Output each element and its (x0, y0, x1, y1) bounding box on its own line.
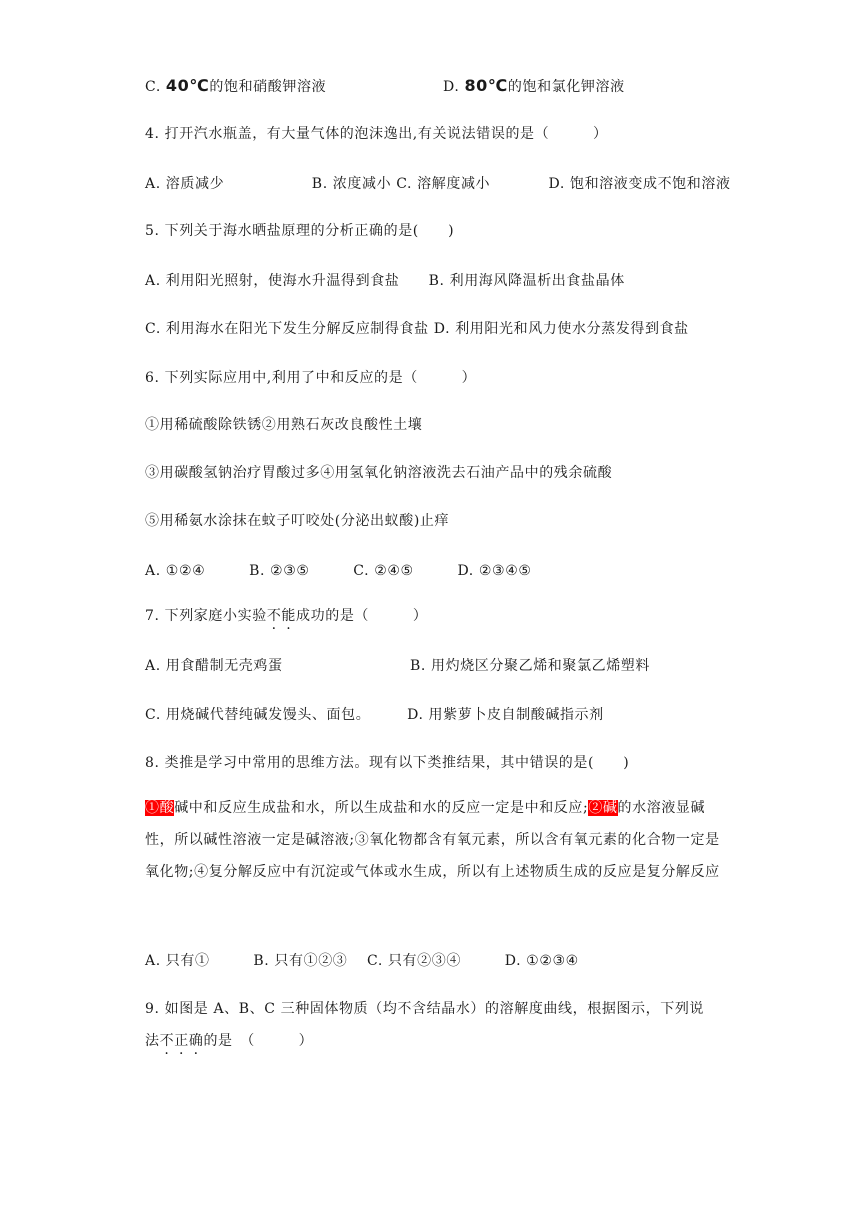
q6-items-1-2: ①用稀硫酸除铁锈②用熟石灰改良酸性土壤 (145, 417, 423, 433)
q7-options-cd: C. 用烧碱代替纯碱发馒头、面包。 D. 用紫萝卜皮自制酸碱指示剂 (145, 707, 604, 723)
q3-option-c (145, 76, 326, 96)
q9-stem-suffix: 的是 （ ） (203, 1033, 314, 1049)
q3-option-d-label: D. (443, 79, 465, 95)
q3-option-c-label: C. (145, 79, 166, 95)
q3-option-d-text: 的饱和氯化钾溶液 (507, 79, 625, 95)
q6-item-5: ⑤用稀氨水涂抹在蚊子叮咬处(分泌出蚁酸)止痒 (145, 513, 450, 529)
q7-option-b: B. 用灼烧区分聚乙烯和聚氯乙烯塑料 (410, 658, 650, 674)
q7-emphasis-char-2: 能 (281, 608, 297, 624)
q8-statement-text-1: 碱中和反应生成盐和水，所以生成盐和水的反应一定是中和反应; (174, 800, 589, 816)
q9-emphasis-char-3: 确 (188, 1033, 204, 1049)
q3-option-c-text: 的饱和硝酸钾溶液 (209, 79, 327, 95)
q9-emphasis-char-1: 不 (159, 1033, 175, 1049)
q7-option-a: A. 用食醋制无壳鸡蛋 (145, 658, 283, 674)
q9-emphasis-char-2: 正 (174, 1033, 189, 1049)
q5-options-ab: A. 利用阳光照射，使海水升温得到食盐 B. 利用海风降温析出食盐晶体 (145, 273, 625, 289)
q8-options: A. 只有① B. 只有①②③ C. 只有②③④ D. ①②③④ (145, 953, 579, 969)
q5-stem: 5. 下列关于海水晒盐原理的分析正确的是( ) (145, 223, 455, 239)
q7-stem (145, 605, 427, 625)
q3-option-d-temp: 80℃ (464, 76, 508, 95)
q3-option-d (443, 76, 625, 96)
q8-statement-text-2: 的水溶液显碱性，所以碱性溶液一定是碱溶液;③氧化物都含有氧元素，所以含有氧元素的化合物一定是氧化物;④复分解反应中有沉淀或气体或水生成，所以有上述物质生成的反应是复分解反应 (145, 800, 720, 880)
q3-option-c-temp: 40℃ (165, 76, 210, 95)
q8-highlight-1: ①酸 (145, 800, 175, 816)
q7-emphasis-char-1: 不 (266, 608, 282, 624)
q6-options: A. ①②④ B. ②③⑤ C. ②④⑤ D. ②③④⑤ (145, 563, 532, 579)
q5-options-cd: C. 利用海水在阳光下发生分解反应制得食盐 D. 利用阳光和风力使水分蒸发得到食盐 (145, 321, 689, 337)
q9-stem-prefix: 法 (145, 1033, 160, 1049)
q9-stem-line-2 (145, 1030, 313, 1050)
q4-stem: 4. 打开汽水瓶盖，有大量气体的泡沫逸出,有关说法错误的是（ ） (145, 126, 608, 142)
q8-stem: 8. 类推是学习中常用的思维方法。现有以下类推结果，其中错误的是( ) (145, 755, 630, 771)
q8-highlight-2: ②碱 (588, 800, 618, 816)
q6-stem: 6. 下列实际应用中,利用了中和反应的是（ ） (145, 370, 477, 386)
q8-statements (145, 792, 720, 888)
q4-options: A. 溶质减少 B. 浓度减小 C. 溶解度减小 D. 饱和溶液变成不饱和溶液 (145, 176, 731, 192)
q7-stem-prefix: 7. 下列家庭小实验 (145, 608, 267, 624)
q6-items-3-4: ③用碳酸氢钠治疗胃酸过多④用氢氧化钠溶液洗去石油产品中的残余硫酸 (145, 465, 613, 481)
q9-stem-line-1: 9. 如图是 A、B、C 三种固体物质（均不含结晶水）的溶解度曲线，根据图示，下列说 (145, 1001, 705, 1017)
q7-stem-suffix: 成功的是（ ） (296, 608, 428, 624)
